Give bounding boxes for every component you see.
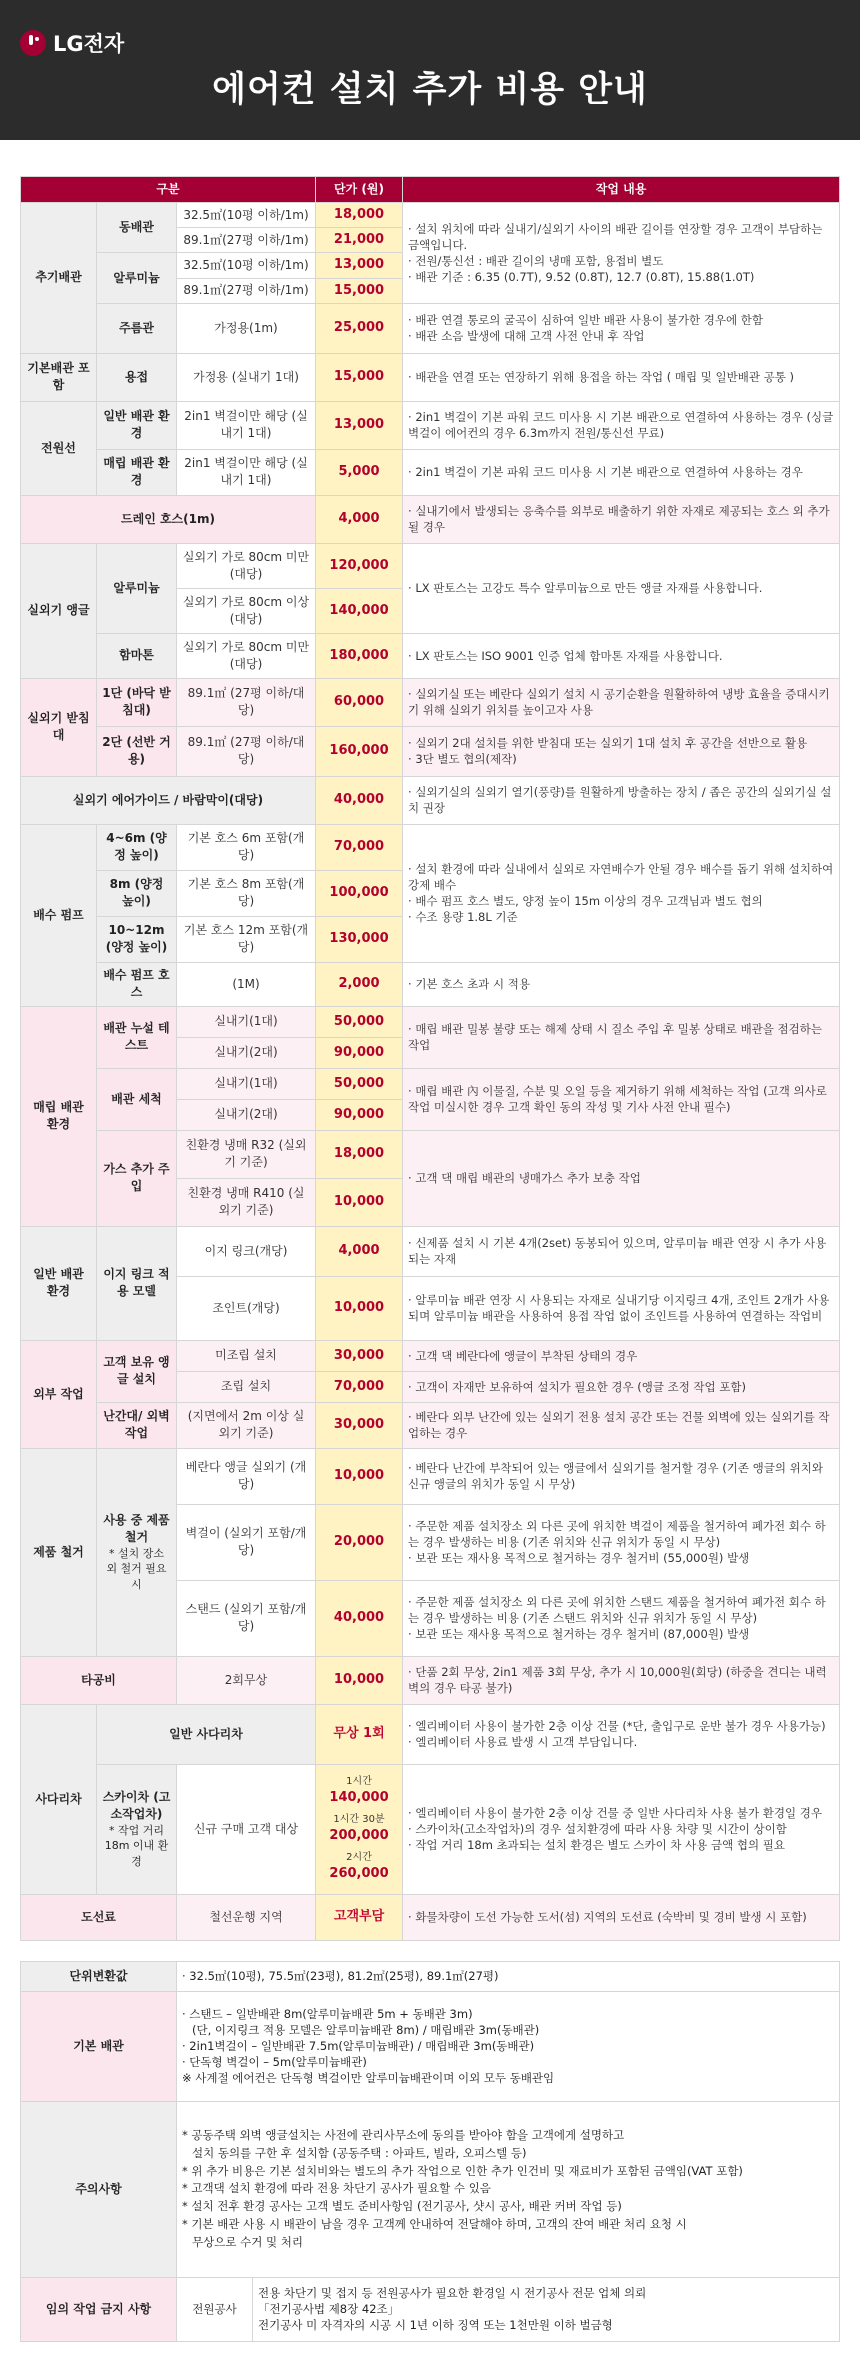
lg-logo-icon: [20, 30, 46, 56]
desc-cell: · LX 판토스는 ISO 9001 인증 업체 함마톤 자재를 사용합니다.: [403, 633, 840, 678]
table-row: [21, 303, 840, 353]
desc-cell: · 화물차량이 도선 가능한 도서(섬) 지역의 도선료 (숙박비 및 경비 발생 시 포함): [403, 1894, 840, 1940]
desc-cell: · 실외기실의 실외기 열기(풍량)를 원활하게 방출하는 장치 / 좁은 공간의 실외기실 설치 권장: [403, 776, 840, 824]
info-line: ※ 사계절 에어컨은 단독형 벽걸이만 알루미늄배관이며 이외 모두 동배관임: [182, 2071, 555, 2086]
info-line: * 기본 배관 사용 시 배관이 남을 경우 고객께 안내하여 전달해야 하며, 고객의 잔여 배관 처리 요청 시: [182, 2216, 687, 2231]
price-cell: 15,000: [316, 278, 403, 303]
table-row: [21, 678, 840, 726]
price-cell: 4,000: [316, 495, 403, 543]
cat-extra-pipe: 추기배관: [21, 203, 97, 354]
table-row: [21, 1340, 840, 1371]
cat-label: 전원선: [21, 401, 97, 495]
table-row: [21, 203, 840, 228]
desc-cell: · LX 판토스는 고강도 특수 알루미늄으로 만든 앵글 자재를 사용합니다.: [403, 543, 840, 633]
desc-cell: · 실외기실 또는 베란다 실외기 설치 시 공기순환을 원활하하여 냉방 효율을 증대시키기 위해 실외기 위치를 높이고자 사용: [403, 678, 840, 726]
sub-note: * 작업 거리 18m 이내 환경: [104, 1823, 169, 1868]
sub-label: 난간대/ 외벽 작업: [97, 1402, 177, 1448]
info-line: 전기공사 미 자격자의 시공 시 1년 이하 징역 또는 1천만원 이하 벌금형: [258, 2318, 613, 2333]
price-cell: 21,000: [316, 228, 403, 253]
spec-cell: 신규 구매 고객 대상: [177, 1764, 316, 1894]
table-row: [21, 1656, 840, 1704]
desc-cell: [403, 303, 840, 353]
cat-label: 타공비: [21, 1656, 177, 1704]
desc-line: · 주문한 제품 설치장소 외 다른 곳에 위치한 벽걸이 제품을 철거하여 폐가전 회수 하는 경우 발생하는 비용 (기존 위치와 신규 위치가 동일 시 무상): [408, 1519, 826, 1550]
table-row: [21, 1704, 840, 1764]
desc-cell: · 2in1 벽걸이 기본 파워 코드 미사용 시 기본 배관으로 연결하여 사용하는 경우 (싱글 벽걸이 에어컨의 경우 6.3m까지 전원/통신선 무료): [403, 401, 840, 449]
cost-table: [20, 176, 840, 1941]
sub-label: 배수 펌프 호스: [97, 962, 177, 1006]
desc-line: · 설치 환경에 따라 실내에서 실외로 자연배수가 안될 경우 배수를 돕기 위해 설치하여 강제 배수: [408, 862, 834, 893]
price-cell: 10,000: [316, 1656, 403, 1704]
spec-cell: 32.5㎡(10평 이하/1m): [177, 253, 316, 278]
info-line: * 위 추가 비용은 기본 설치비와는 별도의 추가 작업으로 인한 추가 인건비 및 재료비가 포함된 금액임(VAT 포함): [182, 2163, 743, 2178]
desc-line: · 설치 위치에 따라 실내기/실외기 사이의 배관 길이를 연장할 경우 고객이 부담하는 금액입니다.: [408, 221, 823, 252]
info-label: 주의사항: [21, 2101, 177, 2277]
price-cell: 160,000: [316, 726, 403, 776]
sub-label: 배관 세척: [97, 1068, 177, 1130]
info-label: 기본 배관: [21, 1991, 177, 2101]
desc-cell: [403, 726, 840, 776]
head-price: 단가 (원): [316, 177, 403, 203]
desc-line: · 배관 소음 발생에 대해 고객 사전 안내 후 작업: [408, 329, 645, 344]
spec-cell: 32.5㎡(10평 이하/1m): [177, 203, 316, 228]
price-cell: 120,000: [316, 543, 403, 588]
sub-label: 2단 (선반 거용): [97, 726, 177, 776]
spec-cell: 89.1㎡(27평 이하/1m): [177, 278, 316, 303]
desc-cell: · 고객 댁 베란다에 앵글이 부착된 상태의 경우: [403, 1340, 840, 1371]
desc-line: · 엘리베이터 사용료 발생 시 고객 부담입니다.: [408, 1735, 638, 1750]
cat-label: 사다리차: [21, 1704, 97, 1894]
price-cell: 130,000: [316, 916, 403, 962]
sub-label: 이지 링크 적용 모델: [97, 1226, 177, 1340]
desc-line: · 보관 또는 재사용 목적으로 철거하는 경우 철거비 (87,000원) 발생: [408, 1627, 750, 1642]
info-line: (단, 이지링크 적용 모델은 알루미늄배관 8m) / 매립배관 3m(동배관): [192, 2023, 540, 2038]
info-table: [20, 1961, 840, 2342]
info-value: [177, 1991, 840, 2101]
desc-cell: · 단품 2회 무상, 2in1 제품 3회 무상, 추가 시 10,000원(회당) (하중을 견디는 내력벽의 경우 타공 불가): [403, 1656, 840, 1704]
spec-cell: 스탠드 (실외기 포함/개당): [177, 1580, 316, 1656]
price-cell: 5,000: [316, 449, 403, 495]
brand-logo: [20, 28, 124, 58]
price-cell: 40,000: [316, 1580, 403, 1656]
sub-label: 용접: [97, 353, 177, 401]
desc-line: · 실외기 2대 설치를 위한 받침대 또는 실외기 1대 설치 후 공간을 선반으로 활용: [408, 736, 808, 751]
cat-label: 드레인 호스(1m): [21, 495, 316, 543]
desc-cell: [403, 1504, 840, 1580]
info-value: [177, 2101, 840, 2277]
info-line: · 2in1벽걸이 – 일반배관 7.5m(알루미늄배관) / 매립배관 3m(동배관): [182, 2039, 535, 2054]
spec-cell: 2in1 벽걸이만 해당 (실내기 1대): [177, 449, 316, 495]
spec-cell: 실외기 가로 80cm 이상(대당): [177, 588, 316, 633]
spec-cell: 친환경 냉매 R32 (실외기 기준): [177, 1130, 316, 1178]
info-line: 전용 차단기 및 접지 등 전원공사가 필요한 환경일 시 전기공사 전문 업체 의뢰: [258, 2286, 647, 2301]
sub-label: [97, 1764, 177, 1894]
desc-line: · 배관 기준 : 6.35 (0.7T), 9.52 (0.8T), 12.7 (0.8T), 15.88(1.0T): [408, 269, 755, 284]
table-row: [21, 633, 840, 678]
head-work: 작업 내용: [403, 177, 840, 203]
spec-cell: 미조립 설치: [177, 1340, 316, 1371]
price-cell: 10,000: [316, 1178, 403, 1226]
spec-cell: 실내기(2대): [177, 1037, 316, 1068]
spec-cell: 실내기(1대): [177, 1068, 316, 1099]
spec-cell: 이지 링크(개당): [177, 1226, 316, 1276]
table-row: [21, 353, 840, 401]
cat-label: 실외기 앵글: [21, 543, 97, 678]
sub-label: 일반 사다리차: [97, 1704, 316, 1764]
sub-label: 8m (양정 높이): [97, 870, 177, 916]
desc-cell: · 매립 배관 밀봉 불량 또는 해제 상태 시 질소 주입 후 밀봉 상태로 배관을 점검하는 작업: [403, 1006, 840, 1068]
price-cell: 10,000: [316, 1276, 403, 1340]
page-title: 에어컨 설치 추가 비용 안내: [212, 70, 648, 110]
table-row: [21, 1448, 840, 1504]
price-cell: 20,000: [316, 1504, 403, 1580]
price-cell: 25,000: [316, 303, 403, 353]
spec-cell: 89.1㎡ (27평 이하/대당): [177, 726, 316, 776]
header: [0, 0, 860, 140]
spec-cell: 실외기 가로 80cm 미만(대당): [177, 633, 316, 678]
sub-label: 주름관: [97, 303, 177, 353]
info-sub-label: 전원공사: [177, 2277, 253, 2341]
spec-cell: 조립 설치: [177, 1371, 316, 1402]
table-row: [21, 824, 840, 870]
desc-cell: [403, 824, 840, 962]
desc-cell: [403, 1764, 840, 1894]
price-cell: 2,000: [316, 962, 403, 1006]
info-line: · 단독형 벽걸이 – 5m(알루미늄배관): [182, 2055, 367, 2070]
cat-label: 배수 펌프: [21, 824, 97, 1006]
price-cell: 100,000: [316, 870, 403, 916]
table-row: [21, 401, 840, 449]
sub-label: 가스 추가 주입: [97, 1130, 177, 1226]
info-line: * 공동주택 외벽 앵글설치는 사전에 관리사무소에 동의를 받아야 함을 고객에게 설명하고: [182, 2127, 625, 2142]
price-cell: 15,000: [316, 353, 403, 401]
table-row: [21, 495, 840, 543]
sub-label: 알루미늄: [97, 253, 177, 303]
info-line: * 고객댁 설치 환경에 따라 전용 차단기 공사가 필요할 수 있음: [182, 2181, 491, 2196]
sub-label: 배관 누설 테스트: [97, 1006, 177, 1068]
sub-note: * 설치 장소 외 철거 필요시: [106, 1546, 167, 1591]
desc-line: · 배수 펌프 호스 별도, 양정 높이 15m 이상의 경우 고객님과 별도 협의: [408, 894, 763, 909]
sub-label: 일반 배관 환경: [97, 401, 177, 449]
sub-label: 알루미늄: [97, 543, 177, 633]
spec-cell: 실내기(1대): [177, 1006, 316, 1037]
price-cell: 90,000: [316, 1037, 403, 1068]
cat-label: 외부 작업: [21, 1340, 97, 1448]
cat-label: 도선료: [21, 1894, 177, 1940]
price-cell: 60,000: [316, 678, 403, 726]
spec-cell: 기본 호스 6m 포함(개당): [177, 824, 316, 870]
content: [0, 140, 860, 2366]
sub-label: 4~6m (양정 높이): [97, 824, 177, 870]
sub-label: 10~12m (양정 높이): [97, 916, 177, 962]
time-label: 1시간 30분: [333, 1814, 385, 1826]
table-row: [21, 1402, 840, 1448]
info-line: * 설치 전후 환경 공사는 고객 별도 준비사항임 (전기공사, 샷시 공사, 배관 커버 작업 등): [182, 2199, 622, 2214]
cat-label: 실외기 에어가이드 / 바람막이(대당): [21, 776, 316, 824]
sub-label: 동배관: [97, 203, 177, 253]
info-line: 설치 동의를 구한 후 설치함 (공동주택 : 아파트, 빌라, 오피스텔 등): [192, 2145, 527, 2160]
info-value: · 32.5㎡(10평), 75.5㎡(23평), 81.2㎡(25평), 89.1㎡(27평): [177, 1961, 840, 1991]
desc-cell: · 베란다 난간에 부착되어 있는 앵글에서 실외기를 철거할 경우 (기존 앵글의 위치와 신규 앵글의 위치가 동일 시 무상): [403, 1448, 840, 1504]
sub-label: [97, 1448, 177, 1656]
spec-cell: 벽걸이 (실외기 포함/개당): [177, 1504, 316, 1580]
desc-cell: · 2in1 벽걸이 기본 파워 코드 미사용 시 기본 배관으로 연결하여 사용하는 경우: [403, 449, 840, 495]
table-header: [21, 177, 840, 203]
info-line: 무상으로 수거 및 처리: [192, 2234, 303, 2249]
info-label: 임의 작업 금지 사항: [21, 2277, 177, 2341]
info-label: 단위변환값: [21, 1961, 177, 1991]
spec-cell: 2회무상: [177, 1656, 316, 1704]
price-value: 260,000: [329, 1866, 389, 1882]
sub-label: 1단 (바닥 받침대): [97, 678, 177, 726]
cat-label: 실외기 받침대: [21, 678, 97, 776]
time-label: 1시간: [346, 1775, 372, 1787]
spec-cell: 실내기(2대): [177, 1099, 316, 1130]
table-row: [21, 776, 840, 824]
desc-cell: [403, 203, 840, 304]
desc-cell: · 실내기에서 발생되는 응축수를 외부로 배출하기 위한 자재로 제공되는 호스 외 추가될 경우: [403, 495, 840, 543]
price-cell: 30,000: [316, 1402, 403, 1448]
table-row: [21, 543, 840, 588]
price-cell: 70,000: [316, 1371, 403, 1402]
spec-cell: 기본 호스 8m 포함(개당): [177, 870, 316, 916]
spec-cell: 2in1 벽걸이만 해당 (실내기 1대): [177, 401, 316, 449]
table-row: [21, 1130, 840, 1178]
sub-label: 함마톤: [97, 633, 177, 678]
time-label: 2시간: [346, 1852, 372, 1864]
table-row: [21, 1068, 840, 1099]
price-cell: 90,000: [316, 1099, 403, 1130]
table-row: [21, 1991, 840, 2101]
spec-cell: 가정용(1m): [177, 303, 316, 353]
spec-cell: 89.1㎡ (27평 이하/대당): [177, 678, 316, 726]
sub-label: 고객 보유 앵글 설치: [97, 1340, 177, 1402]
spec-cell: (지면에서 2m 이상 실외기 기준): [177, 1402, 316, 1448]
desc-line: · 엘리베이터 사용이 불가한 2층 이상 건물 (*단, 출입구로 운반 불가 경우 사용가능): [408, 1719, 826, 1734]
spec-cell: 베란다 앵글 실외기 (개당): [177, 1448, 316, 1504]
head-gubun: 구분: [21, 177, 316, 203]
table-row: [21, 2101, 840, 2277]
price-cell: 4,000: [316, 1226, 403, 1276]
cat-label: 기본배관 포함: [21, 353, 97, 401]
brand-name: LG전자: [53, 32, 125, 56]
price-value: 140,000: [329, 1789, 389, 1805]
desc-cell: · 기본 호스 초과 시 적용: [403, 962, 840, 1006]
desc-line: · 주문한 제품 설치장소 외 다른 곳에 위치한 스탠드 제품을 철거하여 폐가전 회수 하는 경우 발생하는 비용 (기존 스탠드 위치와 신규 위치가 동일 시 무상): [408, 1595, 826, 1626]
desc-cell: · 고객이 자재만 보유하여 설치가 필요한 경우 (앵글 조정 작업 포함): [403, 1371, 840, 1402]
table-row: [21, 962, 840, 1006]
desc-cell: · 신제품 설치 시 기본 4개(2set) 동봉되어 있으며, 알루미늄 배관 연장 시 추가 사용되는 자재: [403, 1226, 840, 1276]
price-cell: 10,000: [316, 1448, 403, 1504]
table-row: [21, 1006, 840, 1037]
cat-label: 제품 철거: [21, 1448, 97, 1656]
desc-line: · 수조 용량 1.8L 기준: [408, 910, 518, 925]
desc-cell: · 배관을 연결 또는 연장하기 위해 용접을 하는 작업 ( 매립 및 일반배관 공통 ): [403, 353, 840, 401]
cat-label: 일반 배관 환경: [21, 1226, 97, 1340]
price-cell: 13,000: [316, 401, 403, 449]
desc-line: · 작업 거리 18m 초과되는 설치 환경은 별도 스카이 차 사용 금액 협의 필요: [408, 1838, 785, 1853]
price-cell: [316, 1764, 403, 1894]
price-value: 200,000: [329, 1828, 389, 1844]
desc-cell: [403, 1704, 840, 1764]
spec-cell: 조인트(개당): [177, 1276, 316, 1340]
desc-line: · 전원/통신선 : 배관 길이의 냉매 포함, 용접비 별도: [408, 253, 664, 268]
table-row: [21, 1894, 840, 1940]
price-cell: 13,000: [316, 253, 403, 278]
desc-line: · 배관 연결 통로의 굴곡이 심하여 일반 배관 사용이 불가한 경우에 한함: [408, 313, 763, 328]
price-cell: 18,000: [316, 203, 403, 228]
info-value: [253, 2277, 840, 2341]
spec-cell: 실외기 가로 80cm 미만(대당): [177, 543, 316, 588]
price-cell: 50,000: [316, 1006, 403, 1037]
price-cell: 140,000: [316, 588, 403, 633]
price-cell: 40,000: [316, 776, 403, 824]
price-cell: 고객부담: [316, 1894, 403, 1940]
sub-label: 매립 배관 환경: [97, 449, 177, 495]
info-line: 「전기공사법 제8장 42조」: [258, 2302, 400, 2317]
desc-line: · 3단 별도 협의(제작): [408, 752, 517, 767]
spec-cell: 가정용 (실내기 1대): [177, 353, 316, 401]
desc-cell: · 알루미늄 배관 연장 시 사용되는 자재로 실내기당 이지링크 4개, 조인트 2개가 사용되며 알루미늄 배관을 사용하여 용접 작업 없이 조인트를 사용하여 연결하는 작업비: [403, 1276, 840, 1340]
price-cell: 50,000: [316, 1068, 403, 1099]
desc-cell: · 매립 배관 內 이물질, 수분 및 오일 등을 제거하기 위해 세척하는 작업 (고객 의사로 작업 미실시한 경우 고객 확인 동의 작성 및 기사 사전 안내 필수): [403, 1068, 840, 1130]
spec-cell: 친환경 냉매 R410 (실외기 기준): [177, 1178, 316, 1226]
table-row: [21, 1764, 840, 1894]
price-cell: 30,000: [316, 1340, 403, 1371]
desc-line: · 스카이차(고소작업차)의 경우 설치환경에 따라 사용 차량 및 시간이 상이함: [408, 1822, 787, 1837]
spec-cell: 기본 호스 12m 포함(개당): [177, 916, 316, 962]
spec-cell: 89.1㎡(27평 이하/1m): [177, 228, 316, 253]
desc-cell: · 베란다 외부 난간에 있는 실외기 전용 설치 공간 또는 건물 외벽에 있는 실외기를 작업하는 경우: [403, 1402, 840, 1448]
desc-line: · 보관 또는 재사용 목적으로 철거하는 경우 철거비 (55,000원) 발생: [408, 1551, 750, 1566]
price-cell: 무상 1회: [316, 1704, 403, 1764]
sub-label-text: 스카이차 (고소작업차): [102, 1790, 171, 1822]
spec-cell: (1M): [177, 962, 316, 1006]
info-line: · 스탠드 – 일반배관 8m(알루미늄배관 5m + 동배관 3m): [182, 2007, 473, 2022]
desc-cell: [403, 1580, 840, 1656]
cat-label: 매립 배관 환경: [21, 1006, 97, 1226]
price-cell: 18,000: [316, 1130, 403, 1178]
table-row: [21, 726, 840, 776]
table-row: [21, 1961, 840, 1991]
table-row: [21, 1226, 840, 1276]
desc-cell: · 고객 댁 매립 배관의 냉매가스 추가 보충 작업: [403, 1130, 840, 1226]
sub-label-text: 사용 중 제품 철거: [103, 1513, 170, 1545]
price-cell: 180,000: [316, 633, 403, 678]
spec-cell: 철선운행 지역: [177, 1894, 316, 1940]
table-row: [21, 449, 840, 495]
desc-line: · 엘리베이터 사용이 불가한 2층 이상 건물 중 일반 사다리차 사용 불가 환경일 경우: [408, 1806, 822, 1821]
price-cell: 70,000: [316, 824, 403, 870]
table-row: [21, 2277, 840, 2341]
